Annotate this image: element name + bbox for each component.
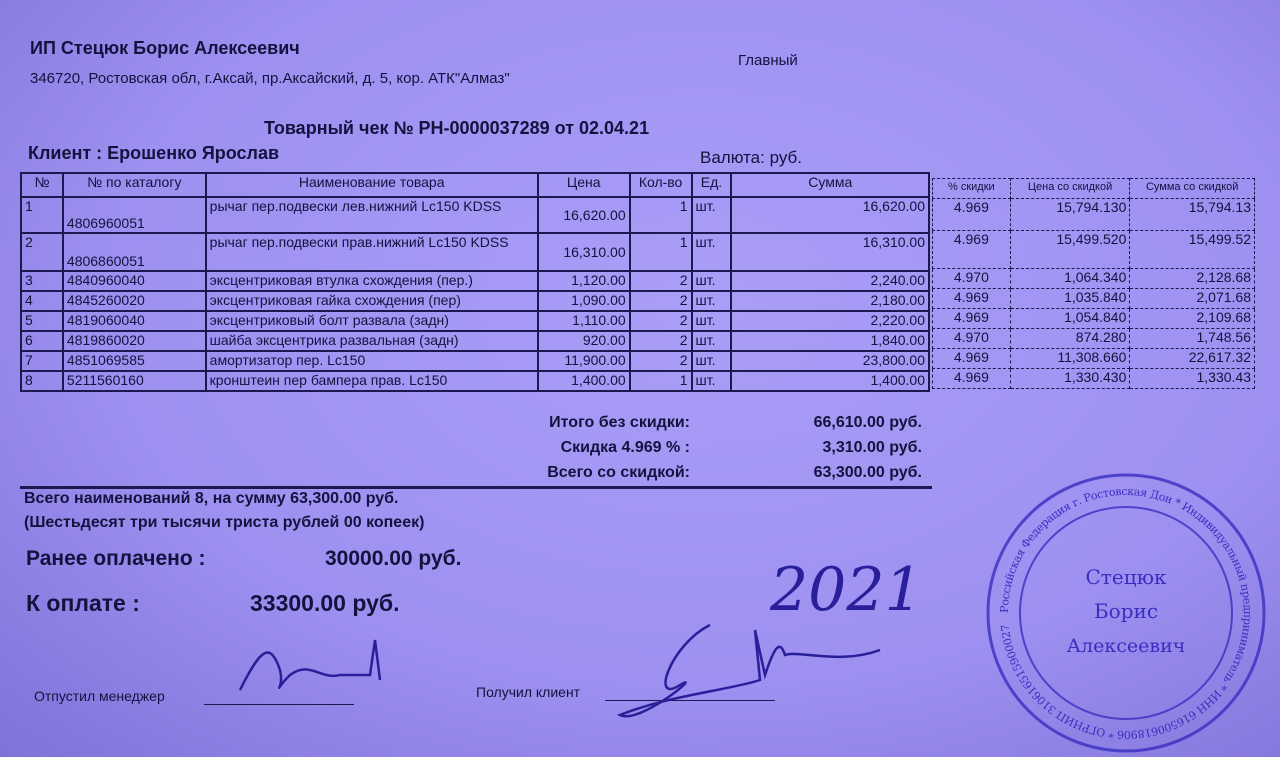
total-with-discount-label: Всего со скидкой: (547, 464, 690, 481)
table-row (21, 197, 929, 233)
manager-label: Отпустил менеджер (34, 688, 165, 704)
divider (20, 486, 932, 489)
column-header: Ед. (692, 173, 732, 197)
column-header: Наименование товара (206, 173, 538, 197)
receipt-title: Товарный чек № РН-0000037289 от 02.04.21 (264, 118, 650, 138)
cell-n: 6 (21, 331, 63, 351)
column-header: Цена (538, 173, 630, 197)
cell-dsum: 2,071.68 (1130, 289, 1255, 309)
amount-in-words: (Шестьдесят три тысячи триста рублей 00 копеек) (24, 514, 425, 531)
cell-cat: 4819060040 (63, 311, 206, 331)
cell-unit: шт. (692, 197, 732, 233)
cell-name: эксцентриковый болт развала (задн) (206, 311, 538, 331)
cell-sum: 2,220.00 (731, 311, 929, 331)
cell-pct: 4.970 (933, 329, 1011, 349)
cell-sum: 1,400.00 (731, 371, 929, 391)
discount-label: Скидка 4.969 % : (560, 439, 690, 456)
stamp-name-3: Алексеевич (1066, 635, 1186, 657)
discount-row (933, 289, 1255, 309)
seller-address: 346720, Ростовская обл, г.Аксай, пр.Аксайский, д. 5, кор. АТК"Алмаз" (30, 70, 510, 87)
cell-dprice: 1,054.840 (1010, 309, 1130, 329)
handwritten-year: 2021 (770, 555, 923, 625)
cell-cat: 4806860051 (63, 233, 206, 271)
items-table (20, 172, 930, 392)
discount-row (933, 199, 1255, 231)
cell-pct: 4.969 (933, 369, 1011, 389)
discount-row (933, 309, 1255, 329)
due-label: К оплате : (26, 590, 140, 616)
cell-dprice: 11,308.660 (1010, 349, 1130, 369)
column-header: № (21, 173, 63, 197)
cell-n: 1 (21, 197, 63, 233)
warehouse: Главный (738, 52, 798, 69)
cell-dsum: 2,109.68 (1130, 309, 1255, 329)
cell-price: 16,310.00 (538, 233, 630, 271)
totals-values (740, 410, 922, 485)
cell-n: 5 (21, 311, 63, 331)
cell-sum: 16,310.00 (731, 233, 929, 271)
discount-column-header: % скидки (933, 179, 1011, 199)
cell-qty: 2 (630, 331, 692, 351)
cell-cat: 4845260020 (63, 291, 206, 311)
cell-qty: 1 (630, 371, 692, 391)
cell-price: 920.00 (538, 331, 630, 351)
manager-signature-line (204, 704, 354, 705)
table-row (21, 351, 929, 371)
cell-unit: шт. (692, 371, 732, 391)
discount-column-header: Сумма со скидкой (1130, 179, 1255, 199)
cell-price: 1,120.00 (538, 271, 630, 291)
cell-n: 3 (21, 271, 63, 291)
cell-n: 4 (21, 291, 63, 311)
table-row (21, 291, 929, 311)
cell-price: 1,090.00 (538, 291, 630, 311)
cell-unit: шт. (692, 311, 732, 331)
cell-pct: 4.969 (933, 309, 1011, 329)
cell-name: шайба эксцентрика развальная (задн) (206, 331, 538, 351)
cell-dprice: 874.280 (1010, 329, 1130, 349)
cell-pct: 4.969 (933, 231, 1011, 269)
client-label: Получил клиент (476, 684, 581, 700)
cell-qty: 2 (630, 291, 692, 311)
cell-dsum: 2,128.68 (1130, 269, 1255, 289)
discount-row (933, 269, 1255, 289)
manager-signature (230, 630, 390, 700)
discount-amount: 3,310.00 руб. (822, 439, 922, 456)
cell-name: рычаг пер.подвески лев.нижний Lc150 KDSS (206, 197, 538, 233)
table-row (21, 233, 929, 271)
cell-name: амортизатор пер. Lc150 (206, 351, 538, 371)
cell-name: эксцентриковая втулка схождения (пер.) (206, 271, 538, 291)
cell-dsum: 22,617.32 (1130, 349, 1255, 369)
table-row (21, 371, 929, 391)
total-no-discount-label: Итого без скидки: (549, 414, 690, 431)
column-header: Сумма (731, 173, 929, 197)
cell-dprice: 1,035.840 (1010, 289, 1130, 309)
cell-dsum: 15,499.52 (1130, 231, 1255, 269)
cell-dsum: 1,330.43 (1130, 369, 1255, 389)
table-row (21, 271, 929, 291)
cell-dprice: 15,499.520 (1010, 231, 1130, 269)
totals-labels (500, 410, 690, 485)
cell-n: 2 (21, 233, 63, 271)
cell-sum: 2,180.00 (731, 291, 929, 311)
cell-pct: 4.969 (933, 349, 1011, 369)
cell-cat: 4819860020 (63, 331, 206, 351)
cell-qty: 2 (630, 271, 692, 291)
prepaid-label: Ранее оплачено : (26, 547, 206, 570)
total-with-discount: 63,300.00 руб. (813, 464, 922, 481)
cell-dsum: 15,794.13 (1130, 199, 1255, 231)
discount-row (933, 349, 1255, 369)
cell-price: 11,900.00 (538, 351, 630, 371)
cell-cat: 4806960051 (63, 197, 206, 233)
cell-dprice: 15,794.130 (1010, 199, 1130, 231)
discount-row (933, 329, 1255, 349)
discount-row (933, 231, 1255, 269)
stamp-ring-text: Российская Федерация г. Ростовская Дон * Индивидуальный предприниматель * ИНН 616500618906 * ОГРНИП 310616515900027 (997, 484, 1255, 742)
table-row (21, 311, 929, 331)
stamp-name-1: Стецюк (1085, 565, 1167, 589)
cell-dprice: 1,064.340 (1010, 269, 1130, 289)
cell-qty: 1 (630, 197, 692, 233)
column-header: Кол-во (630, 173, 692, 197)
client-name: Клиент : Ерошенко Ярослав (28, 143, 280, 163)
cell-name: кронштеин пер бампера прав. Lc150 (206, 371, 538, 391)
cell-qty: 1 (630, 233, 692, 271)
total-no-discount: 66,610.00 руб. (813, 414, 922, 431)
cell-unit: шт. (692, 331, 732, 351)
client-signature (610, 615, 890, 755)
cell-name: рычаг пер.подвески прав.нижний Lc150 KDSS (206, 233, 538, 271)
due-amount: 33300.00 руб. (250, 590, 400, 616)
cell-qty: 2 (630, 351, 692, 371)
cell-dsum: 1,748.56 (1130, 329, 1255, 349)
cell-unit: шт. (692, 233, 732, 271)
cell-pct: 4.970 (933, 269, 1011, 289)
cell-unit: шт. (692, 351, 732, 371)
cell-price: 1,110.00 (538, 311, 630, 331)
cell-price: 16,620.00 (538, 197, 630, 233)
cell-n: 8 (21, 371, 63, 391)
discount-row (933, 369, 1255, 389)
cell-cat: 4840960040 (63, 271, 206, 291)
prepaid-amount: 30000.00 руб. (325, 547, 462, 570)
cell-pct: 4.969 (933, 289, 1011, 309)
summary: Всего наименований 8, на сумму 63,300.00 руб. (24, 490, 399, 507)
cell-sum: 16,620.00 (731, 197, 929, 233)
cell-cat: 4851069585 (63, 351, 206, 371)
table-row (21, 331, 929, 351)
company-stamp (985, 472, 1267, 754)
discount-column-header: Цена со скидкой (1010, 179, 1130, 199)
cell-sum: 1,840.00 (731, 331, 929, 351)
stamp-name-2: Борис (1093, 599, 1159, 623)
column-header: № по каталогу (63, 173, 206, 197)
cell-pct: 4.969 (933, 199, 1011, 231)
cell-dprice: 1,330.430 (1010, 369, 1130, 389)
cell-sum: 23,800.00 (731, 351, 929, 371)
cell-cat: 5211560160 (63, 371, 206, 391)
discount-table (932, 178, 1255, 389)
currency: Валюта: руб. (700, 148, 802, 167)
cell-unit: шт. (692, 271, 732, 291)
cell-unit: шт. (692, 291, 732, 311)
cell-price: 1,400.00 (538, 371, 630, 391)
cell-n: 7 (21, 351, 63, 371)
seller-name: ИП Стецюк Борис Алексеевич (30, 38, 300, 58)
cell-name: эксцентриковая гайка схождения (пер) (206, 291, 538, 311)
cell-sum: 2,240.00 (731, 271, 929, 291)
cell-qty: 2 (630, 311, 692, 331)
